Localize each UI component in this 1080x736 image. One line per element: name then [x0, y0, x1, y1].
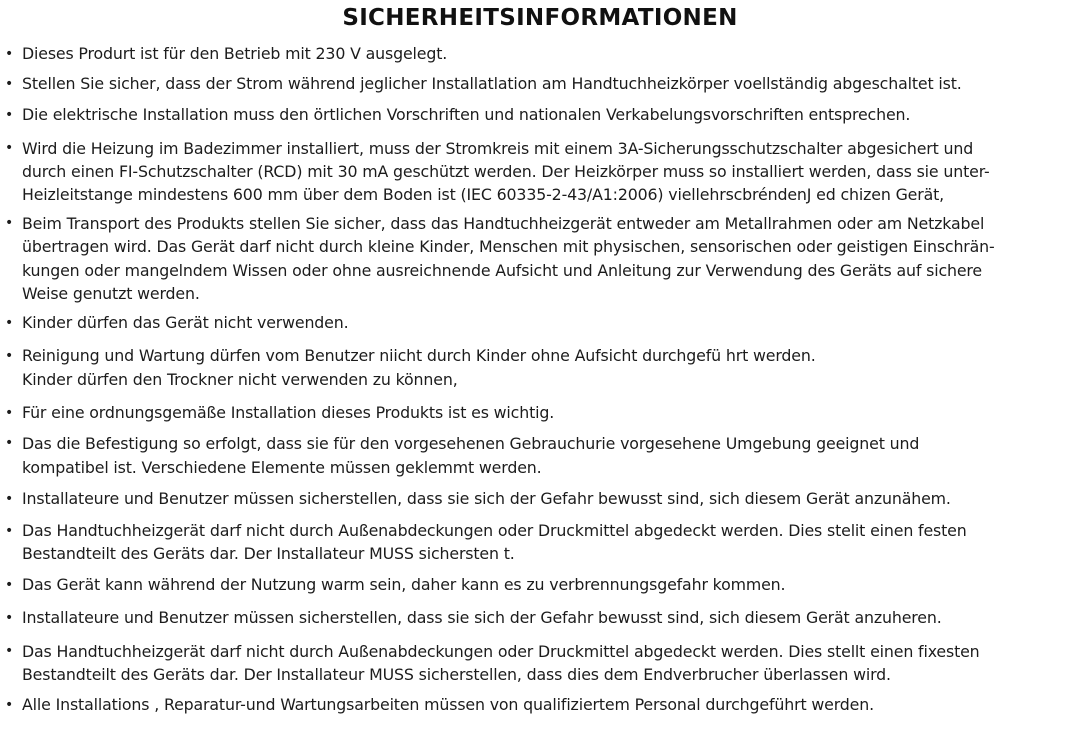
bullet-icon: •: [5, 76, 14, 93]
safety-item: [5, 104, 1070, 127]
bullet-icon: •: [5, 107, 14, 124]
safety-item: [5, 344, 1070, 392]
safety-item-text: Alle Installations , Reparatur-und Wartungsarbeiten müssen von qualifiziertem Personal durchgeführt werden.: [22, 694, 874, 714]
safety-item: [5, 432, 1070, 479]
bullet-icon: •: [5, 404, 14, 421]
safety-item: [5, 607, 1070, 630]
safety-item-text: Reinigung und Wartung dürfen vom Benutzer niicht durch Kinder ohne Aufsicht durchgefü hrt werden. Kinder dürfen den Trockner nicht verwenden zu können,: [22, 345, 816, 389]
safety-item-text: Beim Transport des Produkts stellen Sie sicher, dass das Handtuchheizgerät entweder am Metallrahmen oder am Netzkabel übertragen wird. Das Gerät darf nicht durch kleine Kinder, Menschen mit physischen, sensorischen oder geistigen Einschrän- kungen oder mangelndem Wissen oder ohne ausreichnende Aufsicht und Anleitung zur Verwendung des Geräts auf sichere Weise genutzt werden.: [22, 213, 995, 304]
bullet-icon: •: [5, 46, 14, 62]
safety-item-text: Stellen Sie sicher, dass der Strom während jeglicher Installatlation am Handtuchheizkörper voellständig abgeschaltet ist.: [22, 74, 962, 94]
safety-item: [5, 574, 1070, 597]
safety-item-text: Installateure und Benutzer müssen sicherstellen, dass sie sich der Gefahr bewusst sind, sich diesem Gerät anzunähem.: [22, 489, 951, 509]
bullet-icon: •: [5, 315, 14, 332]
safety-item-list: [0, 43, 1080, 717]
safety-item-text: Das Handtuchheizgerät darf nicht durch Außenabdeckungen oder Druckmittel abgedeckt werden. Dies stelit einen festen Bestandteilt des Geräts dar. Der Installateur MUSS sichersten t.: [22, 521, 967, 563]
bullet-icon: •: [5, 491, 14, 508]
safety-item: [5, 73, 1070, 96]
bullet-icon: •: [5, 523, 14, 540]
safety-item: [5, 640, 1070, 686]
safety-item: [5, 43, 1070, 66]
safety-item-text: Die elektrische Installation muss den örtlichen Vorschriften und nationalen Verkabelungsvorschriften entsprechen.: [22, 105, 911, 125]
safety-item: [5, 694, 1070, 717]
safety-item: [5, 212, 1070, 306]
safety-item: [5, 402, 1070, 425]
safety-item: [5, 312, 1070, 335]
safety-item-text: Für eine ordnungsgemäße Installation dieses Produkts ist es wichtig.: [22, 402, 555, 422]
safety-item-text: Das Gerät kann während der Nutzung warm sein, daher kann es zu verbrennungsgefahr kommen.: [22, 574, 786, 594]
safety-item-text: Kinder dürfen das Gerät nicht verwenden.: [22, 313, 349, 333]
bullet-icon: •: [5, 576, 14, 593]
safety-item-text: Das die Befestigung so erfolgt, dass sie für den vorgesehenen Gebrauchurie vorgesehene Umgebung geeignet und kompatibel ist. Verschiedene Elemente müssen geklemmt werden.: [22, 434, 920, 477]
bullet-icon: •: [5, 214, 14, 231]
bullet-icon: •: [5, 139, 14, 156]
safety-item: [5, 520, 1070, 565]
bullet-icon: •: [5, 435, 14, 452]
bullet-icon: •: [5, 642, 14, 659]
safety-item-text: Das Handtuchheizgerät darf nicht durch Außenabdeckungen oder Druckmittel abgedeckt werden. Dies stellt einen fixesten Bestandteilt des Geräts dar. Der Installateur MUSS sicherstellen, dass dies dem Endverbrucher überlassen wird.: [22, 641, 980, 684]
safety-item: [5, 137, 1070, 206]
safety-item-text: Dieses Produrt ist für den Betrieb mit 230 V ausgelegt.: [22, 44, 448, 63]
safety-item-text: Installateure und Benutzer müssen sicherstellen, dass sie sich der Gefahr bewusst sind, sich diesem Gerät anzuheren.: [22, 608, 942, 628]
safety-item-text: Wird die Heizung im Badezimmer installiert, muss der Stromkreis mit einem 3A-Sicherungsschutzschalter abgesichert und durch einen FI-Schutzschalter (RCD) mit 30 mA geschützt werden. Der Heizkörper muss so installiert werden, dass sie unter- Heizleitstange mindestens 600 mm über dem Boden ist (IEC 60335-2-43/A1:2006) viellehrscbréndenJ ed chizen Gerät,: [22, 138, 990, 204]
document-title: SICHERHEITSINFORMATIONEN: [342, 5, 738, 31]
bullet-icon: •: [5, 696, 14, 713]
bullet-icon: •: [5, 347, 14, 364]
safety-item: [5, 488, 1070, 511]
bullet-icon: •: [5, 610, 14, 627]
